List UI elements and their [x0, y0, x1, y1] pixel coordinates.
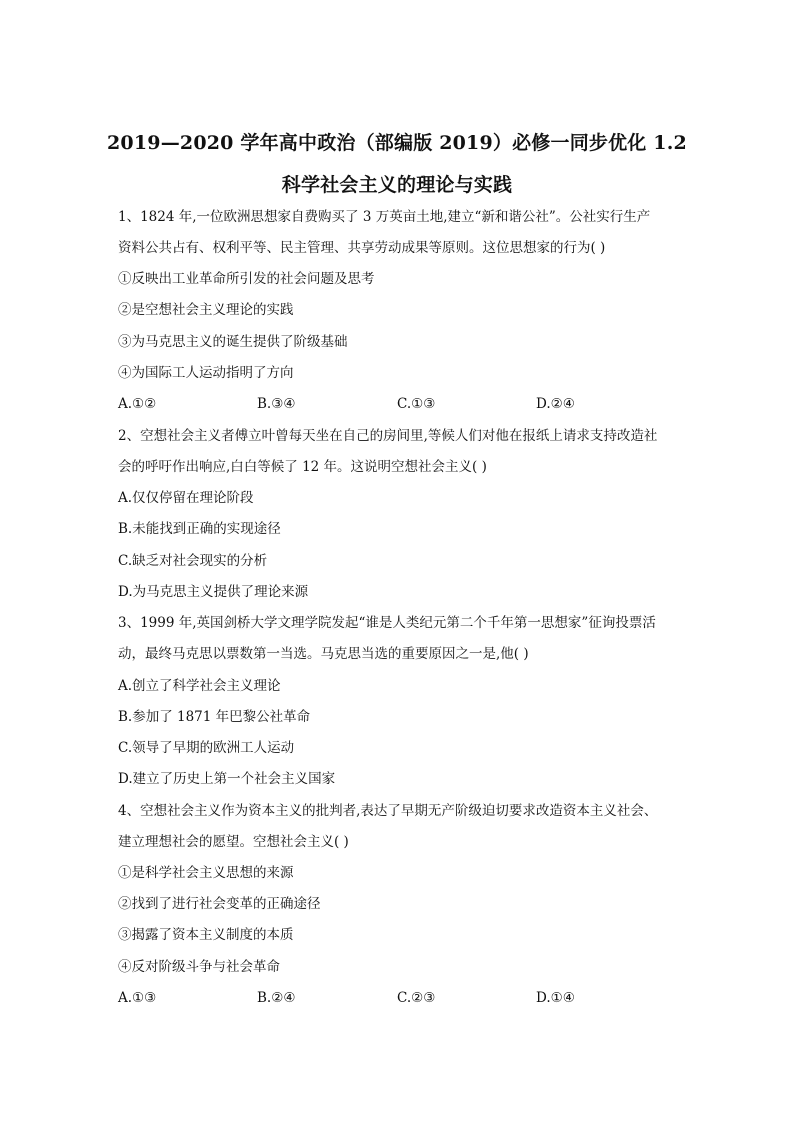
question-2-stem-line-1: 2、空想社会主义者傅立叶曾每天坐在自己的房间里,等候人们对他在报纸上请求支持改造社	[118, 428, 658, 444]
question-3-stem-line-1: 3、1999 年,英国剑桥大学文理学院发起“谁是人类纪元第二个千年第一思想家”征询投票活	[118, 615, 656, 631]
question-1-option-d: D.②④	[536, 396, 575, 412]
question-4-item-1: ①是科学社会主义思想的来源	[118, 865, 294, 881]
question-2-choice-d: D.为马克思主义提供了理论来源	[118, 584, 309, 600]
question-4-item-4: ④反对阶级斗争与社会革命	[118, 959, 280, 975]
question-4-option-a: A.①③	[118, 990, 157, 1006]
question-3-stem-line-2: 动，最终马克思以票数第一当选。马克思当选的重要原因之一是,他( )	[118, 646, 529, 662]
question-4-item-3: ③揭露了资本主义制度的本质	[118, 927, 294, 943]
question-4-stem-line-1: 4、空想社会主义作为资本主义的批判者,表达了早期无产阶级迫切要求改造资本主义社会、	[118, 803, 658, 819]
document-title-line-2: 科学社会主义的理论与实践	[281, 174, 513, 196]
question-1-item-3: ③为马克思主义的诞生提供了阶级基础	[118, 334, 348, 350]
question-1-stem-line-2: 资料公共占有、权利平等、民主管理、共享劳动成果等原则。这位思想家的行为( )	[118, 240, 606, 256]
question-4-item-2: ②找到了进行社会变革的正确途径	[118, 896, 321, 912]
question-3-choice-a: A.创立了科学社会主义理论	[118, 678, 281, 694]
question-3-choice-c: C.领导了早期的欧洲工人运动	[118, 740, 295, 756]
question-4-option-c: C.②③	[397, 990, 436, 1006]
question-2-choice-a: A.仅仅停留在理论阶段	[118, 490, 254, 506]
question-1-stem-line-1: 1、1824 年,一位欧洲思想家自费购买了 3 万英亩土地,建立“新和谐公社”。公社实行生产	[118, 209, 651, 225]
question-3-choice-d: D.建立了历史上第一个社会主义国家	[118, 771, 336, 787]
question-2-choice-b: B.未能找到正确的实现途径	[118, 521, 281, 537]
question-1-item-1: ①反映出工业革命所引发的社会问题及思考	[118, 271, 375, 287]
document-title-line-1: 2019—2020 学年高中政治（部编版 2019）必修一同步优化 1.2	[107, 132, 687, 154]
question-4-option-d: D.①④	[536, 990, 575, 1006]
question-1-option-b: B.③④	[257, 396, 296, 412]
question-3-choice-b: B.参加了 1871 年巴黎公社革命	[118, 709, 311, 725]
question-1-item-4: ④为国际工人运动指明了方向	[118, 365, 294, 381]
question-1-item-2: ②是空想社会主义理论的实践	[118, 302, 294, 318]
question-1-option-c: C.①③	[397, 396, 436, 412]
question-2-choice-c: C.缺乏对社会现实的分析	[118, 553, 268, 569]
question-4-option-b: B.②④	[257, 990, 296, 1006]
question-1-option-a: A.①②	[118, 396, 157, 412]
question-4-stem-line-2: 建立理想社会的愿望。空想社会主义( )	[118, 834, 349, 850]
question-2-stem-line-2: 会的呼吁作出响应,白白等候了 12 年。这说明空想社会主义( )	[118, 459, 487, 475]
